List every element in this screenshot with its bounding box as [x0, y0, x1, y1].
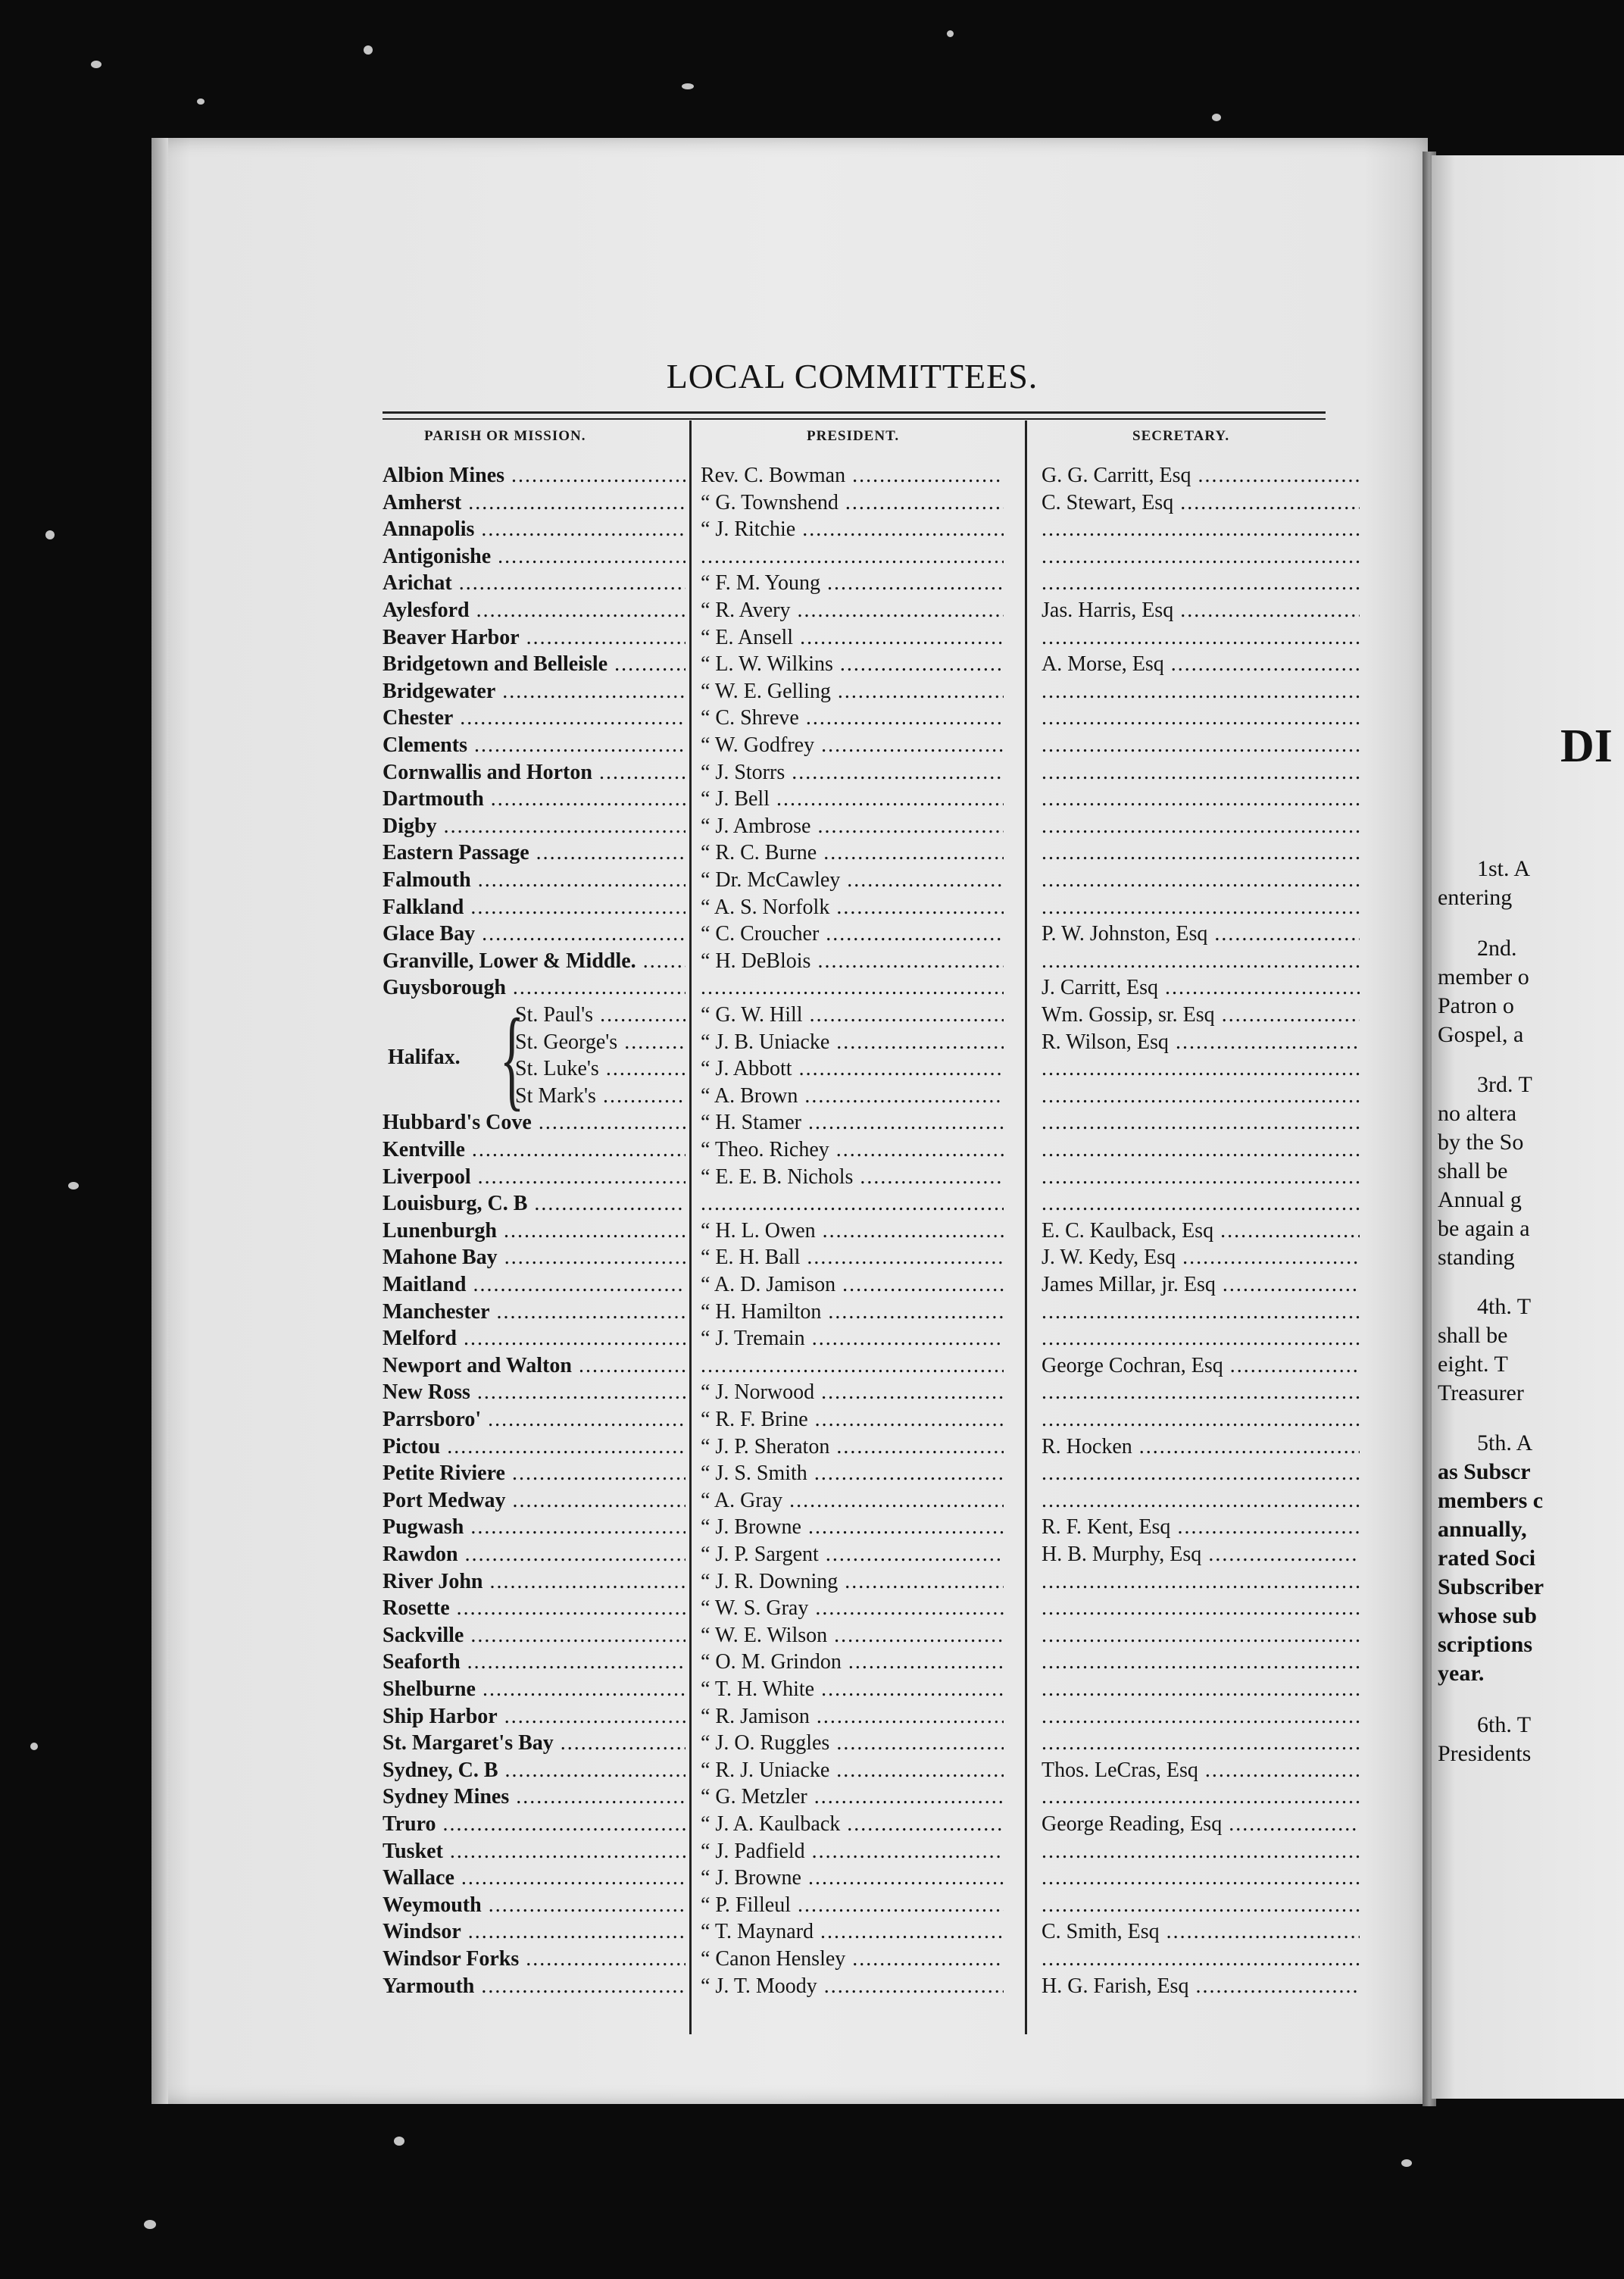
table-row	[383, 1460, 1360, 1487]
secretary-cell	[1042, 1164, 1360, 1191]
parish-cell: Lunenburgh .....	[383, 1218, 686, 1245]
right-page	[1432, 155, 1624, 2099]
right-page-line: as Subscr	[1438, 1459, 1531, 1484]
scan-speck	[45, 530, 55, 539]
secretary-cell	[1042, 1676, 1360, 1703]
secretary-cell	[1042, 1946, 1360, 1973]
secretary-cell: Jas. Harris, Esq .....	[1042, 597, 1360, 624]
table-row	[383, 1352, 1360, 1380]
president-cell: “ H. Hamilton .....	[701, 1299, 1004, 1326]
parish-cell: Seaforth .....	[383, 1649, 686, 1676]
president-cell: “ Canon Hensley .....	[701, 1946, 1004, 1973]
right-page-line: eight. T	[1438, 1352, 1508, 1377]
parish-cell: St. Luke's .....	[515, 1055, 686, 1083]
parish-cell: Amherst .....	[383, 489, 686, 517]
president-cell: “ J. Browne .....	[701, 1865, 1004, 1892]
president-cell: “ J. Storrs .....	[701, 759, 1004, 786]
secretary-cell: H. G. Farish, Esq .....	[1042, 1973, 1360, 2000]
parish-cell: Parrsboro' .....	[383, 1406, 686, 1433]
president-cell: “ E. Ansell .....	[701, 624, 1004, 652]
right-page-line: be again a	[1438, 1216, 1530, 1241]
table-row	[383, 1918, 1360, 1946]
scan-speck	[68, 1182, 79, 1190]
secretary-cell	[1042, 1055, 1360, 1083]
right-page-line: shall be	[1438, 1158, 1508, 1183]
secretary-cell	[1042, 1379, 1360, 1406]
table-row	[383, 1595, 1360, 1622]
president-cell: “ E. H. Ball .....	[701, 1244, 1004, 1271]
president-cell: “ G. W. Hill .....	[701, 1002, 1004, 1029]
secretary-cell	[1042, 1865, 1360, 1892]
secretary-cell	[1042, 1622, 1360, 1649]
parish-cell: Petite Riviere .....	[383, 1460, 686, 1487]
table-row	[383, 1164, 1360, 1191]
right-page-line: whose sub	[1438, 1603, 1537, 1628]
parish-cell: Rawdon .....	[383, 1541, 686, 1568]
president-cell: “ H. L. Owen .....	[701, 1218, 1004, 1245]
president-cell: “ C. Shreve .....	[701, 705, 1004, 732]
president-cell: “ J. P. Sheraton .....	[701, 1433, 1004, 1461]
secretary-cell: E. C. Kaulback, Esq .....	[1042, 1218, 1360, 1245]
president-cell: “ W. S. Gray .....	[701, 1595, 1004, 1622]
parish-cell: Annapolis .....	[383, 516, 686, 543]
secretary-cell: J. Carritt, Esq .....	[1042, 974, 1360, 1002]
secretary-cell: H. B. Murphy, Esq .....	[1042, 1541, 1360, 1568]
parish-cell: Arichat .....	[383, 570, 686, 597]
parish-cell: St. Paul's .....	[515, 1002, 686, 1029]
table-row	[383, 839, 1360, 867]
parish-cell: Chester .....	[383, 705, 686, 732]
president-cell: “ H. DeBlois .....	[701, 948, 1004, 975]
secretary-cell: P. W. Johnston, Esq .....	[1042, 921, 1360, 948]
president-cell: “ J. Ambrose .....	[701, 813, 1004, 840]
president-cell: “ H. Stamer .....	[701, 1109, 1004, 1136]
table-row	[383, 1757, 1360, 1784]
parish-cell: Digby .....	[383, 813, 686, 840]
table-row	[383, 489, 1360, 517]
column-header-secretary: SECRETARY.	[1132, 428, 1230, 444]
parish-cell: Port Medway .....	[383, 1487, 686, 1515]
right-page-line: 5th. A	[1477, 1430, 1533, 1455]
secretary-cell	[1042, 705, 1360, 732]
table-row	[383, 651, 1360, 678]
secretary-cell	[1042, 894, 1360, 921]
secretary-cell: C. Stewart, Esq .....	[1042, 489, 1360, 517]
parish-cell: Liverpool .....	[383, 1164, 686, 1191]
parish-cell: Beaver Harbor .....	[383, 624, 686, 652]
scan-speck	[394, 2137, 404, 2146]
secretary-cell	[1042, 1487, 1360, 1515]
table-row	[383, 1379, 1360, 1406]
table-row	[383, 948, 1360, 975]
table-row	[383, 1002, 1360, 1029]
parish-cell: Manchester .....	[383, 1299, 686, 1326]
parish-cell: St. George's .....	[515, 1029, 686, 1056]
right-page-line: standing	[1438, 1245, 1515, 1270]
president-cell: “ J. Padfield .....	[701, 1838, 1004, 1865]
table-row	[383, 786, 1360, 813]
table-row	[383, 813, 1360, 840]
secretary-cell: George Reading, Esq .....	[1042, 1811, 1360, 1838]
table-row	[383, 678, 1360, 705]
secretary-cell	[1042, 1892, 1360, 1919]
parish-cell: Weymouth .....	[383, 1892, 686, 1919]
right-page-line: 2nd.	[1477, 936, 1517, 961]
secretary-cell	[1042, 1838, 1360, 1865]
secretary-cell: George Cochran, Esq .....	[1042, 1352, 1360, 1380]
parish-cell: Ship Harbor .....	[383, 1703, 686, 1730]
right-page-line: Presidents	[1438, 1741, 1532, 1766]
table-row	[383, 1622, 1360, 1649]
table-row	[383, 1973, 1360, 2000]
parish-cell: Albion Mines .....	[383, 462, 686, 489]
president-cell: “ T. H. White .....	[701, 1676, 1004, 1703]
secretary-cell: J. W. Kedy, Esq .....	[1042, 1244, 1360, 1271]
secretary-cell	[1042, 839, 1360, 867]
table-row	[383, 1083, 1360, 1110]
president-cell: “ J. Bell .....	[701, 786, 1004, 813]
secretary-cell	[1042, 759, 1360, 786]
table-row	[383, 1649, 1360, 1676]
secretary-cell	[1042, 624, 1360, 652]
right-page-line: 4th. T	[1477, 1294, 1532, 1319]
secretary-cell	[1042, 1460, 1360, 1487]
parish-cell: Melford .....	[383, 1325, 686, 1352]
table-row	[383, 1109, 1360, 1136]
president-cell: “ A. Gray .....	[701, 1487, 1004, 1515]
president-cell: “ J. O. Ruggles .....	[701, 1730, 1004, 1757]
table-row	[383, 1703, 1360, 1730]
parish-cell: Guysborough .....	[383, 974, 686, 1002]
table-row	[383, 1055, 1360, 1083]
president-cell	[701, 974, 1004, 1002]
president-cell: “ J. Tremain .....	[701, 1325, 1004, 1352]
heading-rule-bottom	[383, 418, 1326, 420]
secretary-cell	[1042, 1783, 1360, 1811]
right-page-heading: DI	[1560, 721, 1613, 772]
secretary-cell: G. G. Carritt, Esq .....	[1042, 462, 1360, 489]
secretary-cell	[1042, 1190, 1360, 1218]
president-cell: “ W. E. Wilson .....	[701, 1622, 1004, 1649]
parish-cell: Falmouth .....	[383, 867, 686, 894]
parish-cell: Dartmouth .....	[383, 786, 686, 813]
secretary-cell	[1042, 1568, 1360, 1596]
parish-cell: Truro .....	[383, 1811, 686, 1838]
right-page-line: annually,	[1438, 1517, 1527, 1542]
table-row	[383, 1433, 1360, 1461]
parish-cell: Bridgewater .....	[383, 678, 686, 705]
table-row	[383, 1487, 1360, 1515]
secretary-cell	[1042, 1299, 1360, 1326]
table-row	[383, 1244, 1360, 1271]
right-page-line: Subscriber	[1438, 1574, 1544, 1599]
scan-speck	[30, 1743, 38, 1750]
table-row	[383, 570, 1360, 597]
table-row	[383, 1865, 1360, 1892]
secretary-cell: C. Smith, Esq .....	[1042, 1918, 1360, 1946]
secretary-cell	[1042, 1325, 1360, 1352]
secretary-cell	[1042, 813, 1360, 840]
president-cell: “ J. Abbott .....	[701, 1055, 1004, 1083]
president-cell: “ J. R. Downing .....	[701, 1568, 1004, 1596]
halifax-brace: {	[499, 996, 525, 1121]
table-row	[383, 1218, 1360, 1245]
right-page-line: year.	[1438, 1661, 1485, 1686]
president-cell: “ E. E. B. Nichols .....	[701, 1164, 1004, 1191]
president-cell: “ J. A. Kaulback .....	[701, 1811, 1004, 1838]
table-row	[383, 624, 1360, 652]
secretary-cell	[1042, 1109, 1360, 1136]
right-page-line: scriptions	[1438, 1632, 1533, 1657]
table-row	[383, 543, 1360, 571]
scan-speck	[1212, 114, 1221, 121]
table-row	[383, 462, 1360, 489]
president-cell: “ T. Maynard .....	[701, 1918, 1004, 1946]
table-row	[383, 1136, 1360, 1164]
parish-cell: Rosette .....	[383, 1595, 686, 1622]
secretary-cell	[1042, 786, 1360, 813]
page-edge	[151, 138, 168, 2104]
president-cell: “ O. M. Grindon .....	[701, 1649, 1004, 1676]
parish-cell: Cornwallis and Horton .....	[383, 759, 686, 786]
page-title: LOCAL COMMITTEES.	[666, 357, 1038, 395]
president-cell: “ R. F. Brine .....	[701, 1406, 1004, 1433]
president-cell: “ G. Metzler .....	[701, 1783, 1004, 1811]
parish-cell: Maitland .....	[383, 1271, 686, 1299]
column-header-president: PRESIDENT.	[807, 428, 900, 444]
president-cell	[701, 543, 1004, 571]
parish-cell: Antigonishe .....	[383, 543, 686, 571]
column-header-parish: PARISH OR MISSION.	[424, 428, 586, 444]
president-cell: “ R. J. Uniacke .....	[701, 1757, 1004, 1784]
parish-cell: Falkland .....	[383, 894, 686, 921]
secretary-cell	[1042, 1083, 1360, 1110]
president-cell: “ R. Avery .....	[701, 597, 1004, 624]
president-cell: “ W. Godfrey .....	[701, 732, 1004, 759]
table-row	[383, 1406, 1360, 1433]
secretary-cell	[1042, 948, 1360, 975]
table-row	[383, 1783, 1360, 1811]
table-row	[383, 1029, 1360, 1056]
halifax-label: Halifax.	[388, 1046, 461, 1069]
parish-cell: Pugwash .....	[383, 1514, 686, 1541]
secretary-cell	[1042, 678, 1360, 705]
parish-cell: Mahone Bay .....	[383, 1244, 686, 1271]
parish-cell: Wallace .....	[383, 1865, 686, 1892]
president-cell: “ J. B. Uniacke .....	[701, 1029, 1004, 1056]
parish-cell: Windsor .....	[383, 1918, 686, 1946]
scan-speck	[364, 45, 373, 55]
table-row	[383, 1676, 1360, 1703]
parish-cell: New Ross .....	[383, 1379, 686, 1406]
right-page-line: shall be	[1438, 1323, 1508, 1348]
parish-cell: Aylesford .....	[383, 597, 686, 624]
table-row	[383, 597, 1360, 624]
parish-cell: Hubbard's Cove .....	[383, 1109, 686, 1136]
parish-cell: Tusket .....	[383, 1838, 686, 1865]
scan-speck	[91, 61, 102, 68]
heading-rule-top	[383, 411, 1326, 414]
secretary-cell	[1042, 570, 1360, 597]
president-cell: “ F. M. Young .....	[701, 570, 1004, 597]
president-cell	[701, 1352, 1004, 1380]
president-cell: “ R. C. Burne .....	[701, 839, 1004, 867]
president-cell: “ J. Norwood .....	[701, 1379, 1004, 1406]
table-row	[383, 921, 1360, 948]
table-row	[383, 732, 1360, 759]
president-cell: “ Dr. McCawley .....	[701, 867, 1004, 894]
parish-cell: Eastern Passage .....	[383, 839, 686, 867]
parish-cell: St. Margaret's Bay .....	[383, 1730, 686, 1757]
right-page-line: 1st. A	[1477, 856, 1531, 881]
table-row	[383, 1811, 1360, 1838]
table-row	[383, 1271, 1360, 1299]
right-page-line: member o	[1438, 964, 1529, 989]
table-row	[383, 759, 1360, 786]
table-row	[383, 867, 1360, 894]
president-cell: “ J. T. Moody .....	[701, 1973, 1004, 2000]
president-cell	[701, 1190, 1004, 1218]
table-row	[383, 1892, 1360, 1919]
parish-cell: Clements .....	[383, 732, 686, 759]
scan-speck	[144, 2220, 156, 2229]
table-row	[383, 1541, 1360, 1568]
secretary-cell	[1042, 1730, 1360, 1757]
parish-cell: St Mark's .....	[515, 1083, 686, 1110]
president-cell: “ L. W. Wilkins .....	[701, 651, 1004, 678]
table-row	[383, 1946, 1360, 1973]
president-cell: “ R. Jamison .....	[701, 1703, 1004, 1730]
president-cell: “ G. Townshend .....	[701, 489, 1004, 517]
table-row	[383, 516, 1360, 543]
secretary-cell	[1042, 516, 1360, 543]
president-cell: “ A. S. Norfolk .....	[701, 894, 1004, 921]
parish-cell: Windsor Forks .....	[383, 1946, 686, 1973]
right-page-line: by the So	[1438, 1130, 1524, 1155]
secretary-cell: R. F. Kent, Esq .....	[1042, 1514, 1360, 1541]
scan-speck	[947, 30, 954, 37]
scan-speck	[1401, 2159, 1412, 2167]
table-row	[383, 974, 1360, 1002]
secretary-cell: Thos. LeCras, Esq .....	[1042, 1757, 1360, 1784]
parish-cell: Louisburg, C. B .....	[383, 1190, 686, 1218]
right-page-line: rated Soci	[1438, 1546, 1536, 1571]
president-cell: “ J. P. Sargent .....	[701, 1541, 1004, 1568]
parish-cell: Yarmouth .....	[383, 1973, 686, 2000]
president-cell: “ A. Brown .....	[701, 1083, 1004, 1110]
right-page-line: 6th. T	[1477, 1712, 1532, 1737]
secretary-cell: James Millar, jr. Esq .....	[1042, 1271, 1360, 1299]
parish-cell: Sackville .....	[383, 1622, 686, 1649]
secretary-cell: A. Morse, Esq .....	[1042, 651, 1360, 678]
table-row	[383, 705, 1360, 732]
parish-cell: Sydney, C. B .....	[383, 1757, 686, 1784]
secretary-cell: R. Hocken .....	[1042, 1433, 1360, 1461]
secretary-cell	[1042, 867, 1360, 894]
right-page-line: Annual g	[1438, 1187, 1522, 1212]
president-cell: “ J. Browne .....	[701, 1514, 1004, 1541]
parish-cell: River John .....	[383, 1568, 686, 1596]
secretary-cell: R. Wilson, Esq .....	[1042, 1029, 1360, 1056]
right-page-line: Patron o	[1438, 993, 1514, 1018]
secretary-cell	[1042, 1703, 1360, 1730]
parish-cell: Pictou .....	[383, 1433, 686, 1461]
parish-cell: Glace Bay .....	[383, 921, 686, 948]
parish-cell: Bridgetown and Belleisle .....	[383, 651, 686, 678]
secretary-cell	[1042, 1406, 1360, 1433]
scan-speck	[197, 98, 205, 105]
right-page-line: no altera	[1438, 1101, 1517, 1126]
table-row	[383, 1568, 1360, 1596]
parish-cell: Kentville .....	[383, 1136, 686, 1164]
table-row	[383, 1838, 1360, 1865]
table-row	[383, 1190, 1360, 1218]
scan-speck	[682, 83, 694, 89]
president-cell: “ P. Filleul .....	[701, 1892, 1004, 1919]
right-page-line: Treasurer	[1438, 1380, 1524, 1405]
right-page-line: Gospel, a	[1438, 1022, 1524, 1047]
president-cell: “ J. S. Smith .....	[701, 1460, 1004, 1487]
table-row	[383, 1325, 1360, 1352]
president-cell: “ J. Ritchie .....	[701, 516, 1004, 543]
parish-cell: Newport and Walton .....	[383, 1352, 686, 1380]
secretary-cell: Wm. Gossip, sr. Esq .....	[1042, 1002, 1360, 1029]
secretary-cell	[1042, 732, 1360, 759]
right-page-line: entering	[1438, 885, 1513, 910]
president-cell: “ C. Croucher .....	[701, 921, 1004, 948]
table-row	[383, 1299, 1360, 1326]
secretary-cell	[1042, 543, 1360, 571]
table-row	[383, 1514, 1360, 1541]
table-row	[383, 894, 1360, 921]
president-cell: “ Theo. Richey .....	[701, 1136, 1004, 1164]
president-cell: “ A. D. Jamison .....	[701, 1271, 1004, 1299]
secretary-cell	[1042, 1595, 1360, 1622]
president-cell: Rev. C. Bowman .....	[701, 462, 1004, 489]
president-cell: “ W. E. Gelling .....	[701, 678, 1004, 705]
right-page-line: 3rd. T	[1477, 1072, 1532, 1097]
right-page-line: members c	[1438, 1488, 1544, 1513]
secretary-cell	[1042, 1136, 1360, 1164]
parish-cell: Sydney Mines .....	[383, 1783, 686, 1811]
table-row	[383, 1730, 1360, 1757]
parish-cell: Shelburne .....	[383, 1676, 686, 1703]
parish-cell: Granville, Lower & Middle. .....	[383, 948, 686, 975]
secretary-cell	[1042, 1649, 1360, 1676]
